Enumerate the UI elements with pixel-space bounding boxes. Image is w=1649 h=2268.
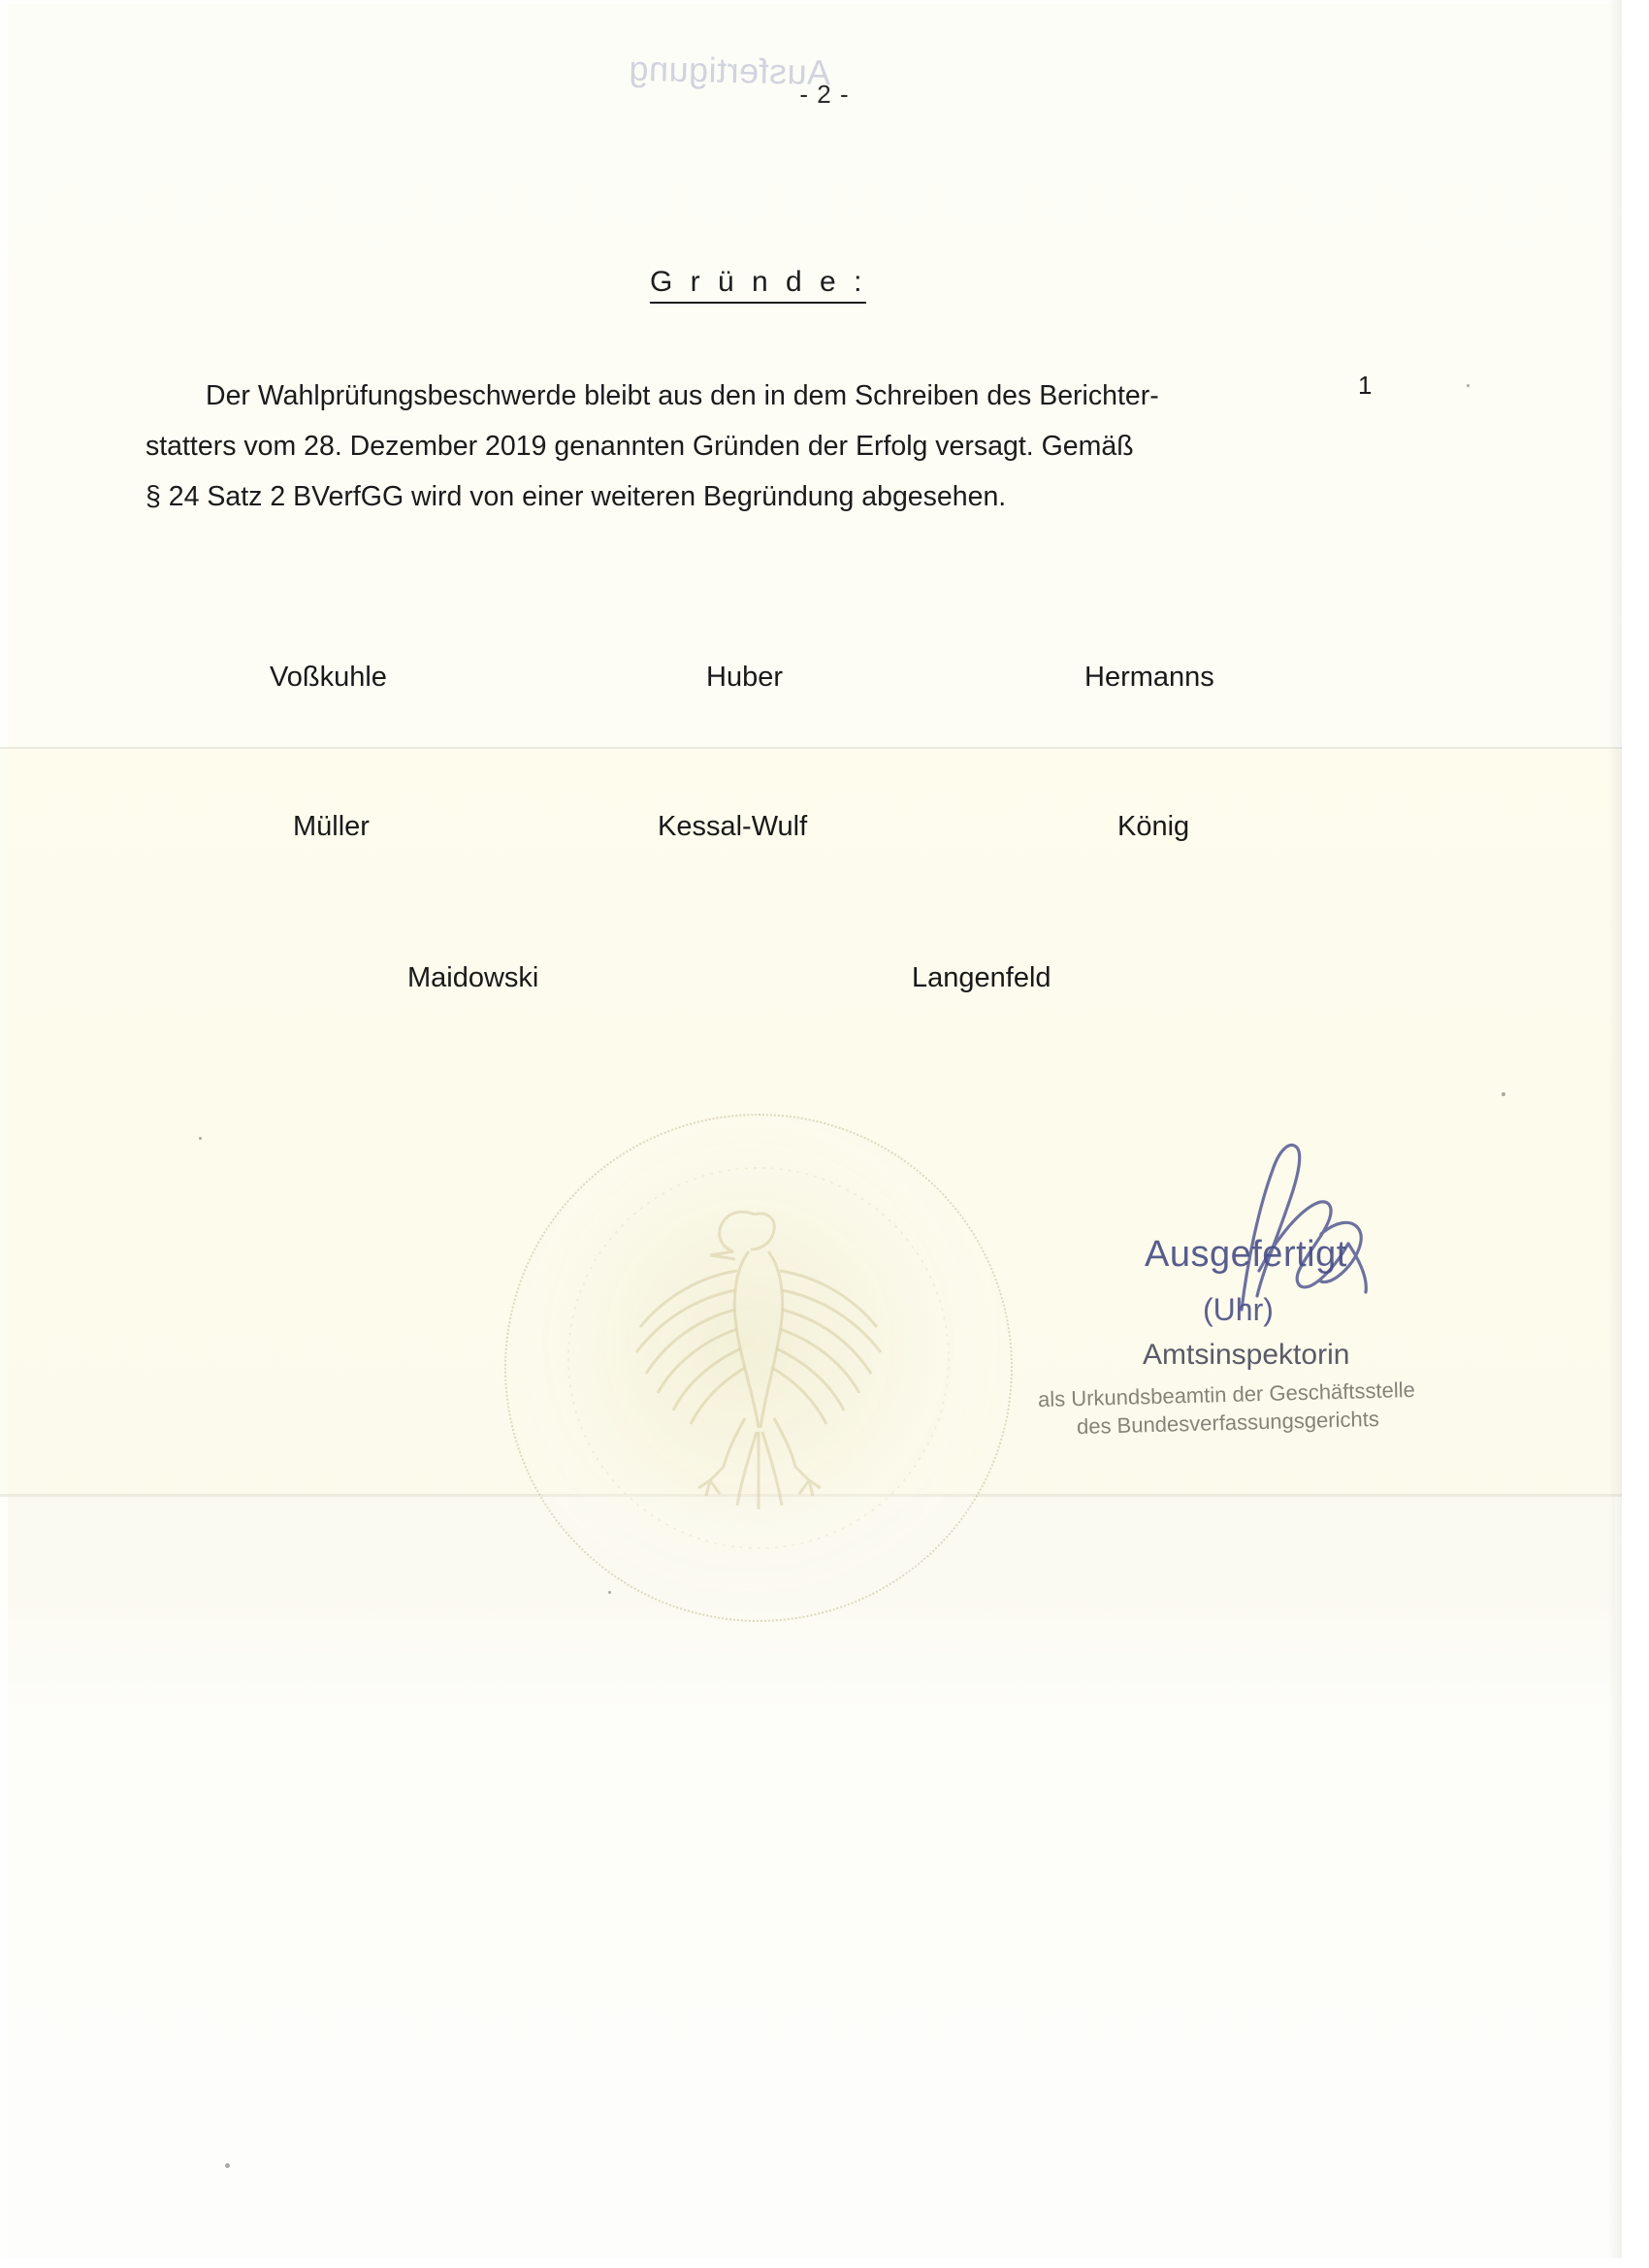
paragraph-line-2: statters vom 28. Dezember 2019 genannten Gründen der Erfolg versagt. Gemäß: [146, 431, 1134, 462]
signatory-name: Langenfeld: [912, 962, 1051, 993]
scan-margin-bottom: [0, 2258, 1649, 2268]
paragraph-line-1: Der Wahlprüfungsbeschwerde bleibt aus den in dem Schreiben des Berichter-: [206, 380, 1159, 411]
signatory-name: Voßkuhle: [270, 662, 387, 693]
scan-speck: [608, 1591, 611, 1594]
stamp-authority-line-2: des Bundesverfassungsgerichts: [1076, 1406, 1380, 1440]
stamp-role: Amtsinspektorin: [1143, 1339, 1350, 1371]
signatory-name: Kessal-Wulf: [658, 811, 808, 842]
section-heading: G r ü n d e :: [650, 266, 866, 304]
stamp-authority-line-1: als Urkundsbeamtin der Geschäftsstelle: [1037, 1377, 1416, 1412]
signatory-name: Maidowski: [407, 962, 539, 993]
stamp-name: (Uhr): [1203, 1292, 1274, 1327]
signatory-name: Müller: [293, 811, 370, 842]
stamp-title: Ausgefertigt: [1145, 1234, 1347, 1275]
scan-speck: [1467, 384, 1470, 387]
scan-speck: [1502, 1092, 1505, 1096]
body-paragraph: [146, 371, 1348, 522]
scan-edge-shadow: [1608, 0, 1622, 2268]
signatory-name: Hermanns: [1084, 662, 1214, 693]
scan-margin-right: [1622, 0, 1649, 2268]
margin-paragraph-number: 1: [1358, 371, 1373, 400]
scan-speck: [225, 2163, 230, 2168]
signatory-name: Huber: [706, 662, 783, 693]
bleed-through-text: Ausfertigung: [628, 48, 831, 93]
scan-speck: [199, 1137, 202, 1140]
embossed-seal: [504, 1114, 1013, 1622]
signatory-name: König: [1117, 811, 1190, 842]
federal-eagle-icon: [565, 1154, 953, 1562]
handwritten-signature: [1203, 1125, 1416, 1319]
page-number: - 2 -: [799, 80, 850, 109]
paragraph-line-3: § 24 Satz 2 BVerfGG wird von einer weiteren Begründung abgesehen.: [146, 481, 1007, 512]
